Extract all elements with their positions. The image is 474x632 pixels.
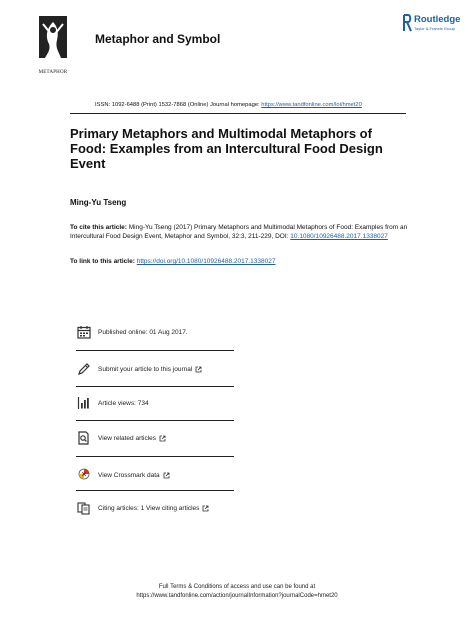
article-views: Article views: 734 [98,399,149,407]
external-link-icon [202,499,209,517]
submit-article-link[interactable]: Submit your article to this journal [98,365,193,373]
article-doi-link[interactable]: https://doi.org/10.1080/10926488.2017.1338027 [136,258,276,265]
citation-block [70,224,410,241]
submit-row[interactable] [76,354,234,384]
metrics-divider [76,456,234,457]
citing-icon [76,500,92,516]
routledge-r-icon [402,14,412,32]
cover-figure-image [33,14,73,70]
crossmark-link[interactable]: View Crossmark data [98,471,160,479]
issn-line [95,102,362,108]
journal-cover [33,14,73,98]
journal-name[interactable]: Metaphor and Symbol [95,32,221,46]
external-link-icon [163,466,170,484]
metrics-divider [76,420,234,421]
crossmark-icon [76,467,92,483]
related-articles-link[interactable]: View related articles [98,434,157,442]
terms-link[interactable]: https://www.tandfonline.com/action/journalInformation?journalCode=hmet20 [136,592,338,599]
bar-chart-icon [76,395,92,411]
citing-articles-link[interactable]: Citing articles: 1 View citing articles [98,504,200,512]
publisher-sub: Taylor & Francis Group [414,26,455,31]
external-link-icon [159,429,166,447]
cover-title: METAPHOR [38,70,68,75]
journal-homepage-link[interactable]: https://www.tandfonline.com/loi/hmet20 [261,102,362,108]
metrics-divider [76,350,234,351]
citing-row[interactable] [76,493,234,523]
views-row [76,388,234,418]
cite-label: To cite this article: [70,224,127,231]
article-title: Primary Metaphors and Multimodal Metaphors of Food: Examples from an Intercultural Food Design Event [70,126,383,171]
issn-text: ISSN: 1092-6488 (Print) 1532-7868 (Online) Journal homepage: [95,102,262,108]
publisher-name: Routledge [414,14,461,25]
article-author: Ming-Yu Tseng [70,198,127,207]
publisher-logo[interactable] [402,14,472,38]
link-label: To link to this article: [70,258,137,265]
related-row[interactable] [76,423,234,453]
published-row [76,317,234,347]
crossmark-row[interactable] [76,460,234,490]
article-link-line [70,258,276,265]
document-search-icon [76,430,92,446]
external-link-icon [195,360,202,378]
terms-line: Full Terms & Conditions of access and use can be found at [158,584,316,590]
cite-text: Ming-Yu Tseng (2017) Primary Metaphors and Multimodal Metaphors of Food: Examples from an Intercultural Food Design Event, Metaphor and Symbol, 32:3, 211-229, DOI: [70,224,408,240]
header-divider [70,113,406,114]
terms-footer [0,583,474,600]
metrics-divider [76,490,234,491]
metrics-divider [76,386,234,387]
pencil-icon [76,361,92,377]
calendar-icon [76,324,92,340]
cite-doi-link[interactable]: 10.1080/10926488.2017.1338027 [290,232,388,240]
published-date: Published online: 01 Aug 2017. [98,328,188,336]
